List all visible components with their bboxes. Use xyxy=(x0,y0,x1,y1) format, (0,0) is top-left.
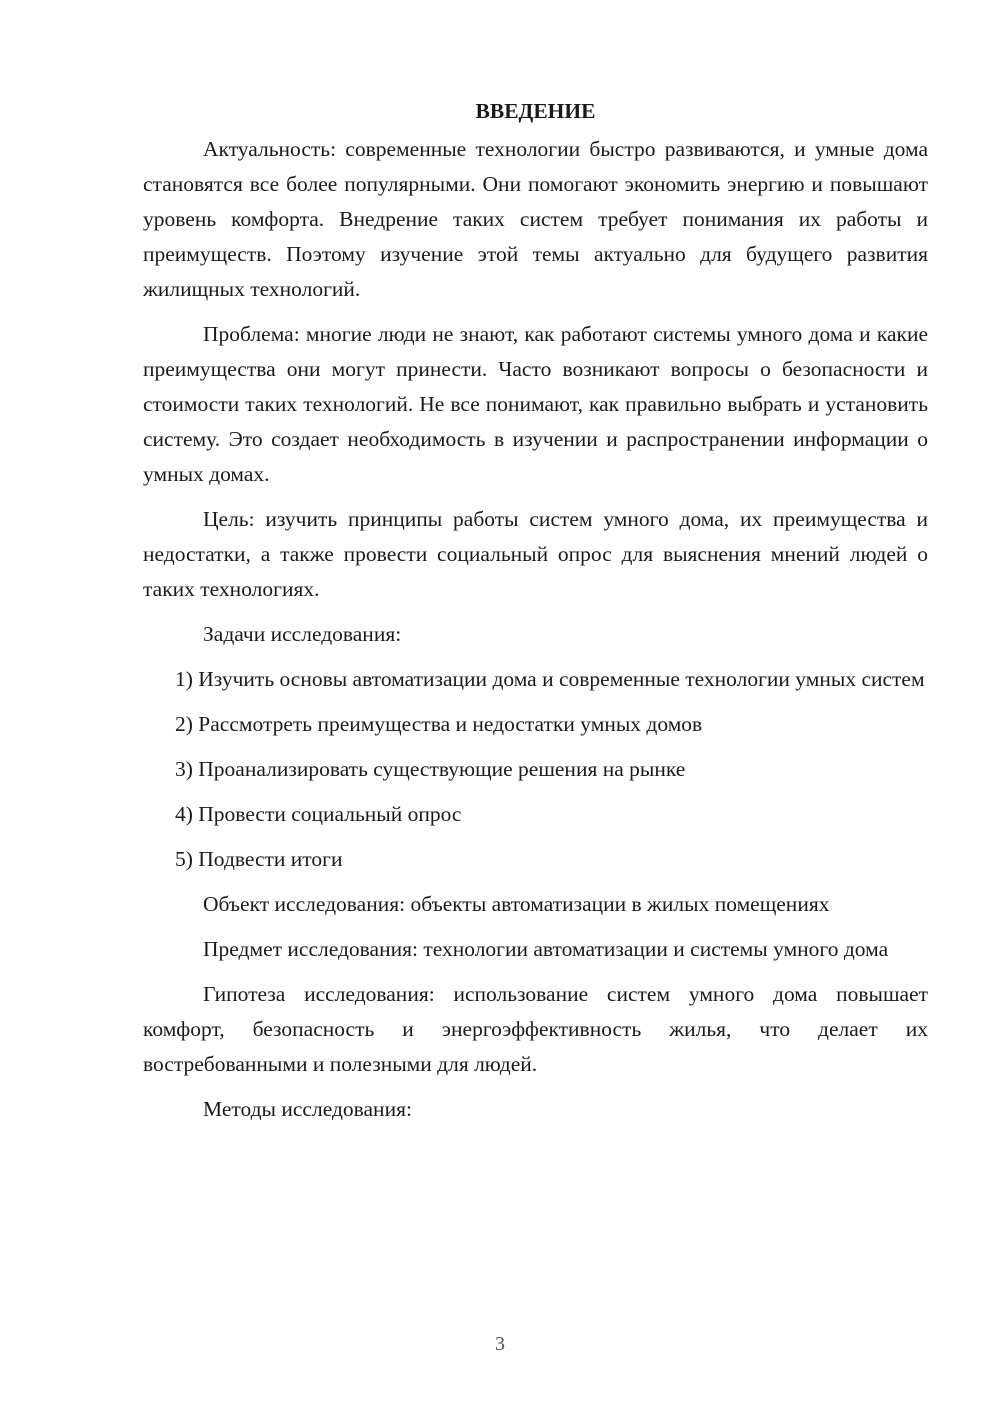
paragraph-problem: Проблема: многие люди не знают, как работают системы умного дома и какие преимущества они могут принести. Часто возникают вопросы о безопасности и стоимости таких технологий. Не все понимают, как правильно выбрать и установить систему. Это создает необходимость в изучении и распространении информации о умных домах. xyxy=(143,322,928,486)
list-item: 2) Рассмотреть преимущества и недостатки умных домов xyxy=(175,712,703,736)
paragraph-object: Объект исследования: объекты автоматизации в жилых помещениях xyxy=(203,892,830,916)
list-item: 4) Провести социальный опрос xyxy=(175,802,462,826)
methods-heading: Методы исследования: xyxy=(203,1097,412,1121)
page-number: 3 xyxy=(495,1333,505,1355)
tasks-list xyxy=(143,662,928,877)
paragraph-goal: Цель: изучить принципы работы систем умного дома, их преимущества и недостатки, а также провести социальный опрос для выяснения мнений людей о таких технологиях. xyxy=(143,507,928,601)
section-title: ВВЕДЕНИЕ xyxy=(475,99,596,123)
paragraph-relevance: Актуальность: современные технологии быстро развиваются, и умные дома становятся все более популярными. Они помогают экономить энергию и повышают уровень комфорта. Внедрение таких систем требует понимания их работы и преимуществ. Поэтому изучение этой темы актуально для будущего развития жилищных технологий. xyxy=(143,137,928,301)
list-item: 5) Подвести итоги xyxy=(175,847,343,871)
paragraph-hypothesis: Гипотеза исследования: использование систем умного дома повышает комфорт, безопасность и энергоэффективность жилья, что делает их востребованными и полезными для людей. xyxy=(143,982,928,1076)
list-item: 3) Проанализировать существующие решения на рынке xyxy=(175,757,686,781)
document-body xyxy=(143,96,928,1137)
paragraph-subject: Предмет исследования: технологии автоматизации и системы умного дома xyxy=(203,937,889,961)
tasks-heading: Задачи исследования: xyxy=(203,622,402,646)
list-item: 1) Изучить основы автоматизации дома и современные технологии умных систем xyxy=(175,667,925,691)
